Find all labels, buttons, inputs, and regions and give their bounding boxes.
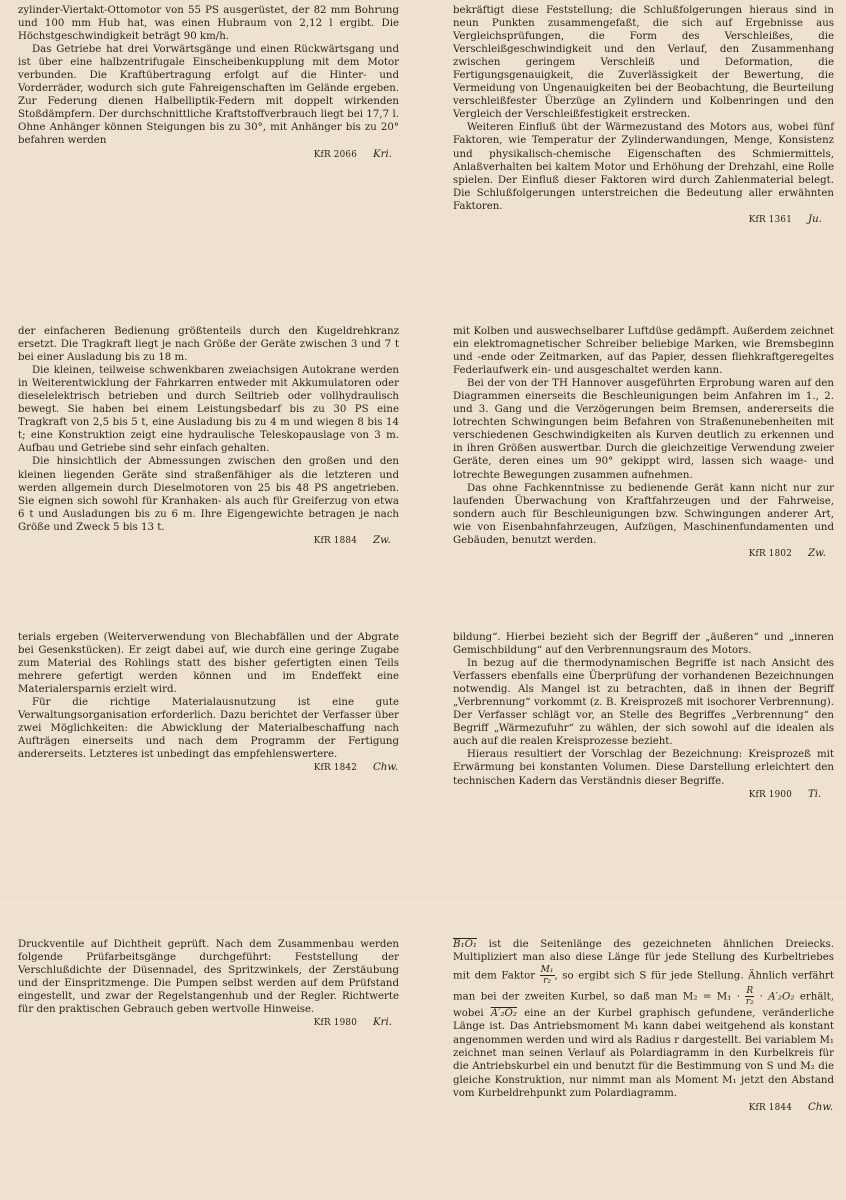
- text-run: eine an der Kurbel graphisch gefundene, veränderliche Länge ist. Das Antriebsmoment M₁ kann dabei weitgehend als konstant angenommen werden und wird als Radius r dargestellt. Bei variablem M₁ zeichnet man seinen Verlauf als Polardiagramm in den Kurbelkreis für die Antriebskurbel ein und benutzt für die Bestimmung von S und M₂ die gleiche Konstruktion, nur nimmt man als Moment M₁ jetzt den Abstand vom Kurbeldrehpunkt zum Polardiagramm.: [453, 1007, 834, 1100]
- reference-line: [18, 1016, 399, 1030]
- symbol-b1o1: B₁O₁: [453, 939, 478, 950]
- author-initials: Zw.: [808, 547, 826, 559]
- abstract-block-kfr-1842: [18, 631, 399, 776]
- paragraph: der einfacheren Bedienung größtenteils durch den Kugeldrehkranz ersetzt. Die Tragkraft liegt je nach Größe der Geräte zwischen 3 und 7 t bei einer Ausladung bis zu 18 m.: [18, 326, 399, 364]
- symbol-a2o2-overlined: A′₂O₂: [490, 1007, 517, 1019]
- paragraph: Hieraus resultiert der Vorschlag der Bezeichnung: Kreisprozeß mit Erwärmung bei konstanten Volumen. Diese Darstellung erleichtert den technischen Kadern das Verständnis dieser Begriffe.: [453, 749, 834, 787]
- page-fold-line: [0, 292, 846, 294]
- reference-line: [18, 148, 399, 162]
- author-initials: Chw.: [808, 1101, 834, 1113]
- reference-code: KfR 1884: [313, 535, 357, 546]
- paragraph: Das ohne Fachkenntnisse zu bedienende Gerät kann nicht nur zur laufenden Überwachung von Kraftfahrzeugen und der Fahrweise, sondern auch für Beschleunigungen bzw. Schwingungen anderer Art, wie von Eisenbahnfahrzeugen, Aufzügen, Maschinenfundamenten und Gebäuden, benutzt werden.: [453, 482, 834, 546]
- paragraph: Bei der von der TH Hannover ausgeführten Erprobung waren auf den Diagrammen einerseits die Beschleunigungen beim Anfahren im 1., 2. und 3. Gang und die Verzögerungen beim Bremsen, andererseits die lotrechten Schwingungen beim Befahren von Straßenunebenheiten mit verschiedenen Geschwindigkeiten als Kurven deutlich zu erkennen und in ihren Größen auswertbar. Durch die gleichzeitige Verwendung zweier Geräte, deren eines um 90° gekippt wird, lassen sich waage- und lotrechte Bewegungen zusammen aufnehmen.: [453, 378, 834, 481]
- paragraph: In bezug auf die thermodynamischen Begriffe ist nach Ansicht des Verfassers ebenfalls eine Überprüfung der vorhandenen Bezeichnungen notwendig. Als Mangel ist zu betrachten, daß in ihnen der Begriff „Verbrennung“ vorkommt (z. B. Kreisprozeß mit isochorer Verbrennung). Der Verfasser schlägt vor, an Stelle des Begriffes „Verbrennung“ den Begriff „Wärmezufuhr“ zu wählen, der sich sowohl auf die idealen als auch auf die realen Kreisprozesse bezieht.: [453, 658, 834, 748]
- paragraph: terials ergeben (Weiterverwendung von Blechabfällen und der Abgrate bei Gesenkstücken). Er zeigt dabei auf, wie durch eine geringe Zugabe zum Material des Rohlings statt des bisher gefertigten einen Teils mehrere gefertigt werden können und im Endeffekt eine Materialersparnis erzielt wird.: [18, 632, 399, 696]
- paragraph: bildung“. Hierbei bezieht sich der Begriff der „äußeren“ und „inneren Gemischbildung“ auf den Verbrennungsraum des Motors.: [453, 632, 834, 657]
- paragraph: Druckventile auf Dichtheit geprüft. Nach dem Zusammenbau werden folgende Prüfarbeitsgänge durchgeführt: Feststellung der Verschlußdichte der Düsennadel, des Spritzwinkels, der Zerstäubung und der Einspritzmenge. Die Pumpen selbst werden auf dem Prüfstand eingestellt, und zwar der Regelstangenhub und der Regler. Richtwerte für den praktischen Gebrauch geben wertvolle Hinweise.: [18, 939, 399, 1016]
- paragraph: Für die richtige Materialausnutzung ist eine gute Verwaltungsorganisation erforderlich. Dazu berichtet der Verfasser über zwei Möglichkeiten: die Abwicklung der Materialbeschaffung nach Aufträgen einerseits und nach dem Programm der Fertigung andererseits. Letzteres ist unbedingt das empfehlenswertere.: [18, 697, 399, 761]
- reference-line: [453, 213, 834, 227]
- text-run: ist die Seitenlänge des gezeichneten ähnlichen Dreiecks. Multipliziert man also diese Länge für jede Stellung des Kurbeltriebes mit dem Faktor: [453, 939, 834, 982]
- abstract-block-kfr-1900: [453, 631, 834, 802]
- page-fold-line: [0, 902, 846, 904]
- author-initials: Ti.: [808, 788, 822, 800]
- fraction-m1-over-r2: [540, 965, 555, 986]
- abstract-block-kfr-1884: [18, 325, 399, 548]
- fraction-numerator: M₁: [540, 964, 554, 975]
- text-run: , so ergibt sich S für jede Stellung. Ähnlich verfährt man bei der zweiten Kurbel, so daß man M₂ = M₁ ·: [453, 970, 834, 1003]
- paragraph: Das Getriebe hat drei Vorwärtsgänge und einen Rückwärtsgang und ist über eine halbzentrifugale Einscheibenkupplung mit dem Motor verbunden. Die Kraftübertragung erfolgt auf die Hinter- und Vorderräder, wodurch sich gute Fahreigenschaften im Gelände ergeben. Zur Federung dienen Halbelliptik-Federn mit doppelt wirkenden Stoßdämpfern. Der durchschnittliche Kraftstoffverbrauch liegt bei 17,7 l. Ohne Anhänger können Steigungen bis zu 30°, mit Anhänger bis zu 20° befahren werden: [18, 44, 399, 147]
- reference-line: [18, 761, 399, 775]
- reference-code: KfR 1844: [748, 1102, 792, 1113]
- abstract-block-kfr-1844: [453, 938, 834, 1115]
- reference-code: KfR 1361: [748, 214, 792, 225]
- author-initials: Ju.: [808, 213, 822, 225]
- symbol-a2o2: · A′₂O₂: [754, 991, 795, 1003]
- fraction-r-over-r2: [745, 986, 754, 1007]
- abstract-block-kfr-2066: [18, 4, 399, 162]
- reference-line: [453, 547, 834, 561]
- reference-code: KfR 2066: [313, 149, 357, 160]
- reference-line: [453, 788, 834, 802]
- paragraph: zylinder-Viertakt-Ottomotor von 55 PS ausgerüstet, der 82 mm Bohrung und 100 mm Hub hat, was einen Hubraum von 2,12 l ergibt. Die Höchstgeschwindigkeit beträgt 90 km/h.: [18, 5, 399, 43]
- fraction-numerator: R: [746, 985, 754, 996]
- reference-code: KfR 1980: [313, 1018, 357, 1029]
- author-initials: Chw.: [373, 762, 399, 774]
- paragraph: mit Kolben und auswechselbarer Luftdüse gedämpft. Außerdem zeichnet ein elektromagnetischer Schreiber beliebige Marken, wie Bremsbeginn und -ende oder Zeitmarken, auf das Papier, dessen fliehkraftgeregeltes Federlaufwerk ein- und ausgeschaltet werden kann.: [453, 326, 834, 377]
- paragraph: Die hinsichtlich der Abmessungen zwischen den großen und den kleinen liegenden Geräte sind straßenfähiger als die letzteren und werden allgemein durch Dieselmotoren von 25 bis 48 PS angetrieben. Sie eignen sich sowohl für Kranhaken- als auch für Greiferzug von etwa 6 t und Ausladungen bis zu 6 m. Ihre Eigengewichte betragen je nach Größe und Zweck 5 bis 13 t.: [18, 456, 399, 533]
- reference-line: [453, 1101, 834, 1115]
- reference-code: KfR 1802: [748, 548, 792, 559]
- author-initials: Zw.: [373, 534, 391, 546]
- fraction-denominator: r₂: [543, 975, 552, 986]
- paragraph: bekräftigt diese Feststellung; die Schlußfolgerungen hieraus sind in neun Punkten zusammengefaßt, die sich auf Ergebnisse aus Vergleichsprüfungen, die Form des Verschleißes, die Verschleißgeschwindigkeit und den Verlauf, den Zusammenhang zwischen geringem Verschleiß und Deformation, die Fertigungsgenauigkeit, die Zuverlässigkeit der Bewertung, die Vermeidung von Ungenauigkeiten bei der Beobachtung, die Beurteilung verschleißfester Überzüge an Zylindern und Kolbenringen und den Vergleich der Verschleißfestigkeit erstrecken.: [453, 5, 834, 121]
- text-run: erhält, wobei: [453, 991, 834, 1019]
- abstract-block-kfr-1361: [453, 4, 834, 227]
- reference-line: [18, 534, 399, 548]
- formula-paragraph: [453, 938, 834, 1101]
- page-fold-line: [0, 596, 846, 598]
- abstract-block-kfr-1980: [18, 938, 399, 1030]
- author-initials: Kri.: [373, 1017, 392, 1029]
- reference-code: KfR 1842: [313, 763, 357, 774]
- reference-code: KfR 1900: [748, 789, 792, 800]
- author-initials: Kri.: [373, 148, 392, 160]
- fraction-denominator: r₂: [745, 996, 754, 1007]
- paragraph: Die kleinen, teilweise schwenkbaren zweiachsigen Autokrane werden in Weiterentwicklung der Fahrkarren entweder mit Akkumulatoren oder dieselelektrisch betrieben und durch Seiltrieb oder vollhydraulisch bewegt. Sie haben bei einem Leistungsbedarf bis zu 30 PS eine Tragkraft von 2,5 bis 5 t, eine Ausladung bis zu 4 m und wiegen 8 bis 14 t; eine Konstruktion zeigt eine hydraulische Teleskopauslage von 3 m. Aufbau und Getriebe sind sehr einfach gehalten.: [18, 365, 399, 455]
- paragraph: Weiteren Einfluß übt der Wärmezustand des Motors aus, wobei fünf Faktoren, wie Temperatur der Zylinderwandungen, Menge, Konsistenz und physikalisch-chemische Eigenschaften des Schmiermittels, Anlaßverhalten bei kaltem Motor und Erhöhung der Drehzahl, eine Rolle spielen. Der Einfluß dieser Faktoren wird durch Zahlenmaterial belegt. Die Schlußfolgerungen unterstreichen die Bedeutung aller erwähnten Faktoren.: [453, 122, 834, 212]
- abstract-block-kfr-1802: [453, 325, 834, 561]
